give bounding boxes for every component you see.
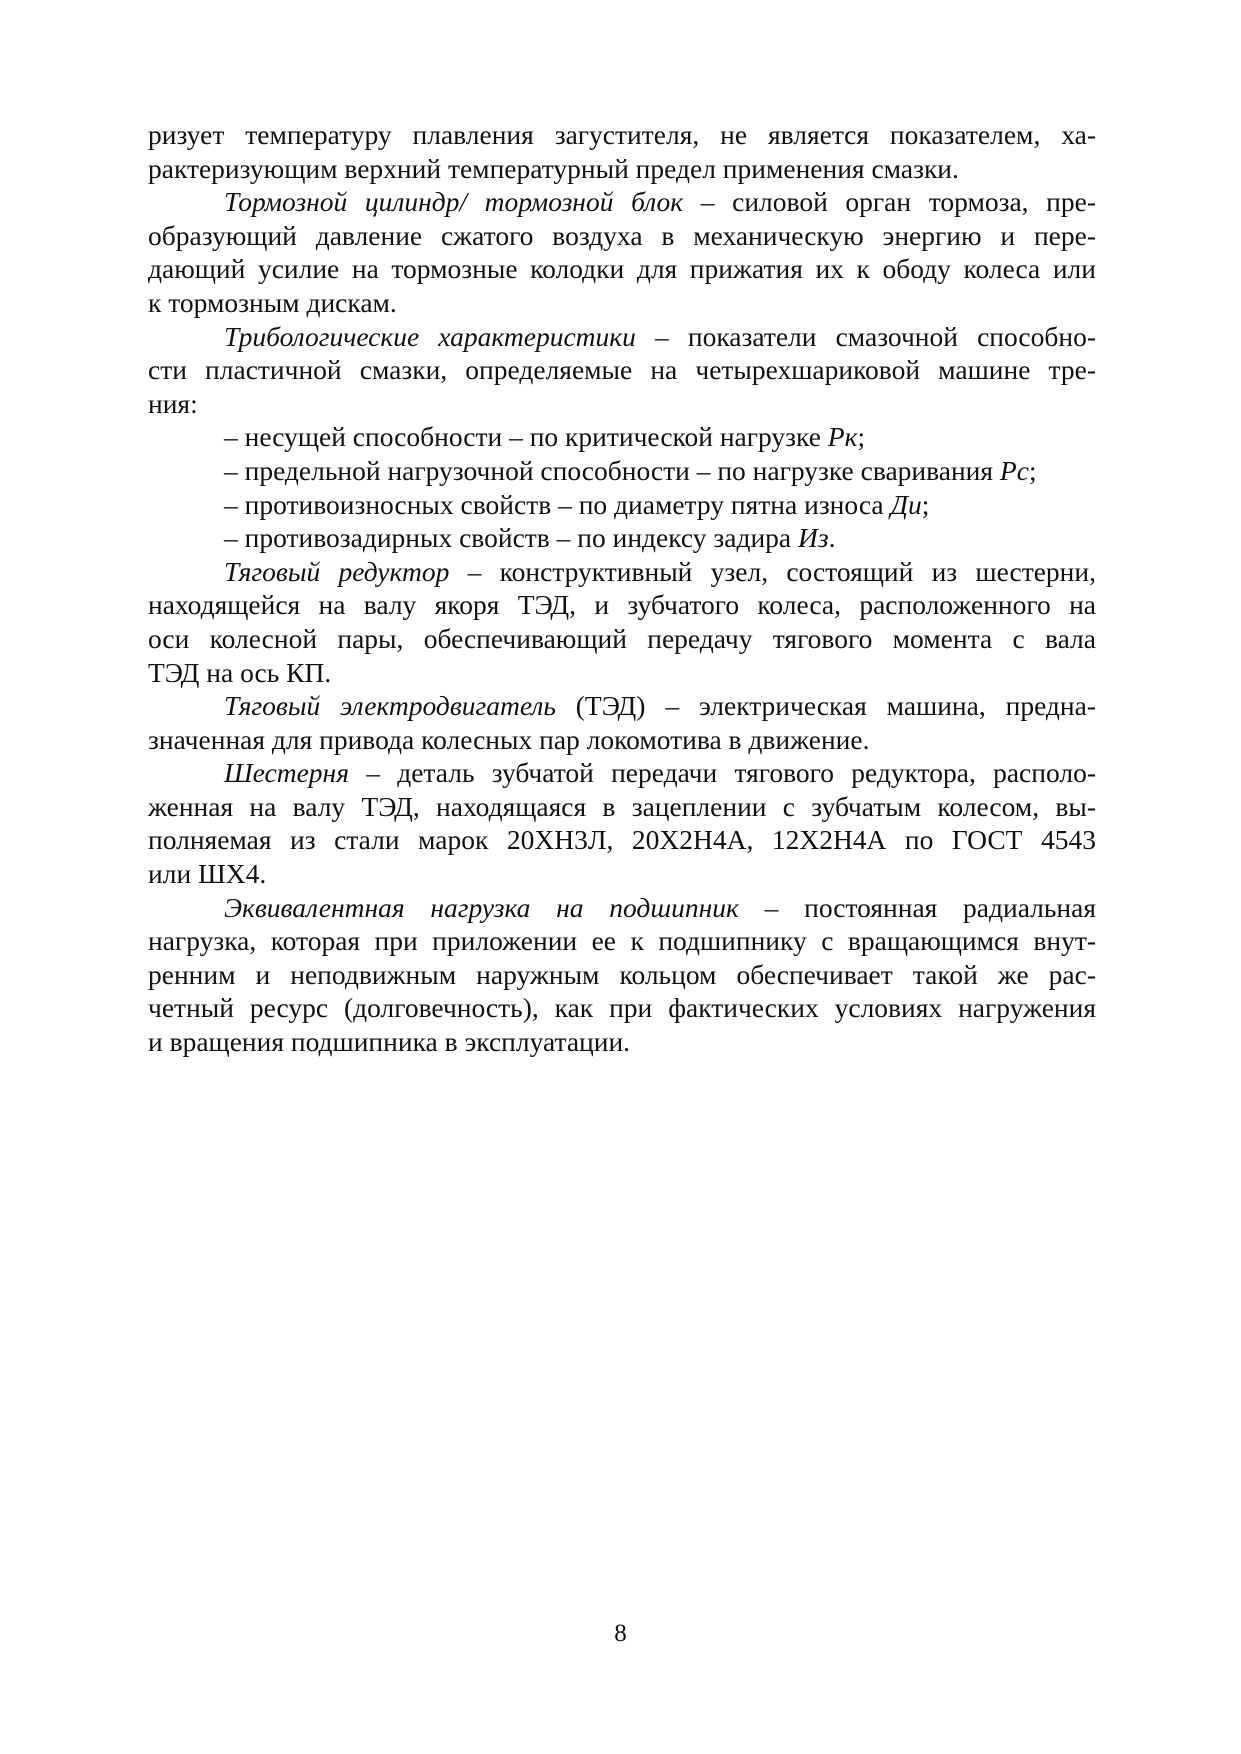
definition-first-line (148, 689, 1096, 723)
text-line: или ШХ4. (148, 858, 267, 890)
term-pinion: Шестерня (224, 757, 349, 789)
term-brake-cylinder: Тормозной цилиндр/ тормозной блок (224, 186, 684, 218)
list-item-end: . (828, 522, 836, 554)
definition-first-line (148, 185, 1096, 219)
definition-text: – силовой орган тормоза, пре- (683, 186, 1096, 218)
text-line: оси колесной пары, обеспечивающий передачу тягового момента с вала (148, 622, 1096, 654)
definition-text: – конструктивный узел, состоящий из шестерни, (449, 555, 1096, 587)
definition-first-line (148, 891, 1096, 925)
list-item-end: ; (921, 488, 930, 520)
text-line: образующий давление сжатого воздуха в механическую энергию и пере- (148, 219, 1096, 251)
text-line: значенная для привода колесных пар локомотива в движение. (148, 723, 870, 755)
text-line: находящейся на валу якоря ТЭД, и зубчатого колеса, расположенного на (148, 589, 1096, 621)
term-tribological: Трибологические характеристики (224, 320, 636, 352)
term-traction-motor: Тяговый электродвигатель (224, 690, 556, 722)
definition-first-line (148, 555, 1096, 589)
text-line: ния: (148, 387, 198, 419)
term-equivalent-load: Эквивалентная нагрузка на подшипник (224, 891, 739, 923)
text-line: рактеризующим верхний температурный предел применения смазки. (148, 152, 959, 184)
list-item-text: – несущей способности – по критической нагрузке (224, 421, 828, 453)
definition-first-line (148, 756, 1096, 790)
list-item-end: ; (1028, 454, 1037, 486)
list-item-text: – противозадирных свойств – по индексу задира (224, 522, 799, 554)
text-line: ТЭД на ось КП. (148, 656, 332, 688)
term-traction-reducer: Тяговый редуктор (224, 555, 450, 587)
text-line: и вращения подшипника в эксплуатации. (148, 1026, 631, 1058)
text-line: к тормозным дискам. (148, 286, 397, 318)
definition-text: – деталь зубчатой передачи тягового редуктора, располо- (348, 757, 1096, 789)
definition-first-line (148, 320, 1096, 354)
list-item (148, 454, 1096, 488)
page-number: 8 (614, 1620, 627, 1647)
page-body (148, 118, 1096, 1059)
text-line: дающий усилие на тормозные колодки для прижатия их к ободу колеса или (148, 253, 1096, 285)
text-line: полняемая из стали марок 20ХН3Л, 20Х2Н4А, 12Х2Н4А по ГОСТ 4543 (148, 824, 1096, 856)
list-item-text: – противоизносных свойств – по диаметру пятна износа (224, 488, 891, 520)
list-item-variable: Рк (827, 421, 858, 453)
text-line: ренним и неподвижным наружным кольцом обеспечивает такой же рас- (148, 958, 1096, 990)
text-line: ризует температуру плавления загустителя, не является показателем, ха- (148, 119, 1096, 150)
list-item-text: – предельной нагрузочной способности – по нагрузке сваривания (224, 454, 1000, 486)
list-item-variable: Рс (999, 454, 1029, 486)
list-item-variable: Ди (890, 488, 922, 520)
definition-text: – постоянная радиальная (738, 891, 1096, 923)
text-line: четный ресурс (долговечность), как при фактических условиях нагружения (148, 992, 1096, 1024)
definition-text: (ТЭД) – электрическая машина, предна- (555, 690, 1096, 722)
text-line: нагрузка, которая при приложении ее к подшипнику с вращающимся внут- (148, 925, 1096, 957)
list-item-variable: Из (798, 522, 829, 554)
list-item (148, 488, 1096, 522)
text-line: сти пластичной смазки, определяемые на четырехшариковой машине тре- (148, 354, 1096, 386)
list-item-end: ; (857, 421, 866, 453)
list-item (148, 521, 1096, 555)
text-line: женная на валу ТЭД, находящаяся в зацеплении с зубчатым колесом, вы- (148, 790, 1096, 822)
definition-text: – показатели смазочной способно- (635, 320, 1097, 352)
list-item (148, 420, 1096, 454)
